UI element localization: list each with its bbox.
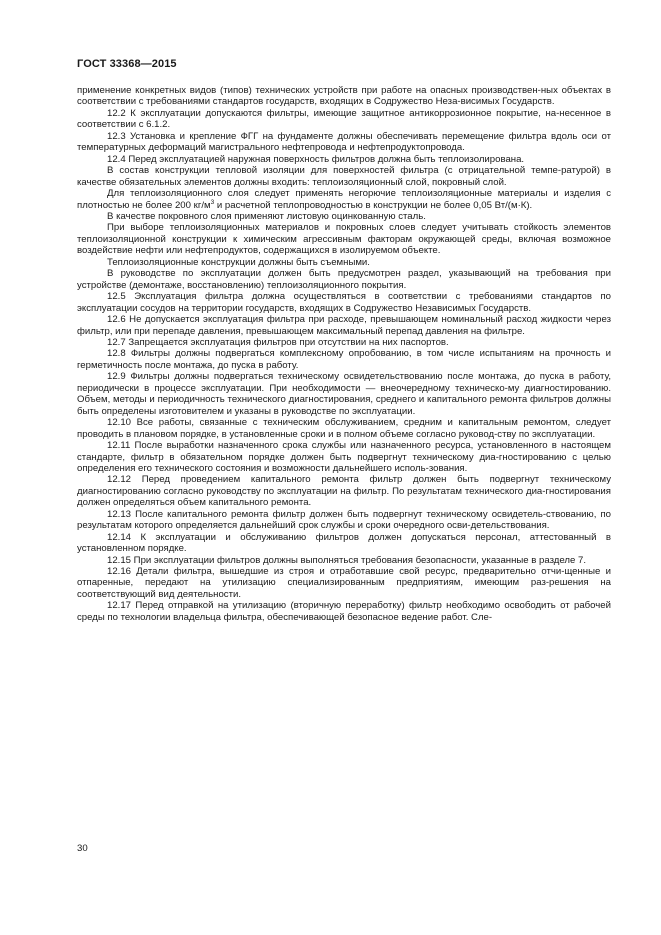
paragraph: 12.14 К эксплуатации и обслуживанию фильтров должен допускаться персонал, аттестованный в установленном порядке. (77, 531, 611, 555)
paragraph: 12.16 Детали фильтра, вышедшие из строя и отработавшие свой ресурс, предварительно отчи-щенные и отпаренные, передают на утилизацию специализированным предприятиям, имеющим раз-решения на соответствующий вид деятельности. (77, 566, 611, 600)
paragraph: В руководстве по эксплуатации должен быть предусмотрен раздел, указывающий на требования при устройстве (демонтаже, восстановлению) теплоизоляционного покрытия. (77, 268, 611, 291)
paragraph: 12.12 Перед проведением капитального ремонта фильтр должен быть подвергнут техническому диагностированию согласно руководству по эксплуатации на фильтр. По результатам технического диа-гностирования должен определяться объем капитального ремонта. (77, 474, 611, 509)
paragraph: При выборе теплоизоляционных материалов и покровных слоев следует учитывать стойкость элементов теплоизоляционной конструкции к химическим агрессивным факторам окружающей среды, включая возможное воздействие нефти или нефтепродуктов, содержащихся в изолируемом объекте. (77, 222, 611, 257)
paragraph-text: Для теплоизоляционного слоя следует применять негорючие теплоизоляционные материалы и изделия с плотностью не более 200 кг/м (77, 188, 611, 211)
paragraph: В состав конструкции тепловой изоляции для поверхностей фильтра (с отрицательной темпе-ратурой) в качестве обязательных элементов должны входить: теплоизоляционный слой, покровный слой. (77, 165, 611, 188)
page-number: 30 (77, 843, 88, 854)
paragraph: 12.10 Все работы, связанные с техническим обслуживанием, средним и капитальным ремонтом, следует проводить в плановом порядке, в установленные сроки и в полном объеме согласно руковод-ству по эксплуатации. (77, 417, 611, 440)
paragraph: 12.5 Эксплуатация фильтра должна осуществляться в соответствии с требованиями стандартов по эксплуатации сосудов на территории государств, входящих в Содружество Независимых Государств. (77, 291, 611, 314)
paragraph: 12.15 При эксплуатации фильтров должны выполняться требования безопасности, указанные в разделе 7. (107, 554, 587, 566)
paragraph-text: и расчетной теплопроводностью в конструкции не более 0,05 Вт/(м·К). (214, 199, 533, 211)
paragraph: 12.13 После капитального ремонта фильтр должен быть подвергнут техническому освидетель-ствованию, по результатам которого определяется дальнейший срок службы и сроки очередного осви-детельствования. (77, 508, 611, 532)
paragraph: 12.17 Перед отправкой на утилизацию (вторичную переработку) фильтр необходимо освободить от рабочей среды по технологии владельца фильтра, обеспечивающей безопасное ведение работ. Сле- (77, 600, 611, 623)
superscript: 3 (210, 198, 215, 206)
paragraph: В качестве покровного слоя применяют листовую оцинкованную сталь. (107, 210, 426, 222)
paragraph: применение конкретных видов (типов) технических устройств при работе на опасных производствен-ных объектах в соответствии с требованиями стандартов государств, входящих в Содружество Неза-висимых Государств. (77, 85, 611, 108)
paragraph: 12.7 Запрещается эксплуатация фильтров при отсутствии на них паспортов. (107, 336, 449, 348)
page-header: ГОСТ 33368—2015 (77, 58, 177, 70)
paragraph (77, 188, 611, 211)
paragraph: 12.8 Фильтры должны подвергаться комплексному опробованию, в том числе испытаниям на прочность и герметичность после монтажа, до пуска в работу. (77, 348, 611, 371)
paragraph: 12.4 Перед эксплуатацией наружная поверхность фильтров должна быть теплоизолирована. (107, 153, 525, 165)
document-body (77, 85, 611, 623)
paragraph: 12.2 К эксплуатации допускаются фильтры, имеющие защитное антикоррозионное покрытие, на-несенное в соответствии с 6.1.2. (77, 107, 611, 131)
paragraph: 12.3 Установка и крепление ФГГ на фундаменте должны обеспечивать перемещение фильтра вдоль оси от температурных деформаций магистрального нефтепровода и нефтепродуктопровода. (77, 130, 611, 154)
paragraph: 12.11 После выработки назначенного срока службы или назначенного ресурса, установленного в настоящем стандарте, фильтр в обязательном порядке должен быть подвергнут техническому диа-гностированию с целью определения его технического состояния и возможности дальнейшего исполь-зования. (77, 440, 611, 474)
paragraph: Теплоизоляционные конструкции должны быть съемными. (107, 256, 370, 268)
paragraph: 12.9 Фильтры должны подвергаться техническому освидетельствованию после монтажа, до пуска в работу, периодически в процессе эксплуатации. При необходимости — внеочередному техническо-му диагностированию. Объем, методы и периодичность технического диагностирования, среднего и капитального ремонта фильтров должны быть определены изготовителем и указаны в руководстве по эксплуатации. (77, 371, 611, 417)
paragraph: 12.6 Не допускается эксплуатация фильтра при расходе, превышающем номинальный расход жидкости через фильтр, или при перепаде давления, превышающем максимальный перепад давления на фильтре. (77, 314, 611, 337)
